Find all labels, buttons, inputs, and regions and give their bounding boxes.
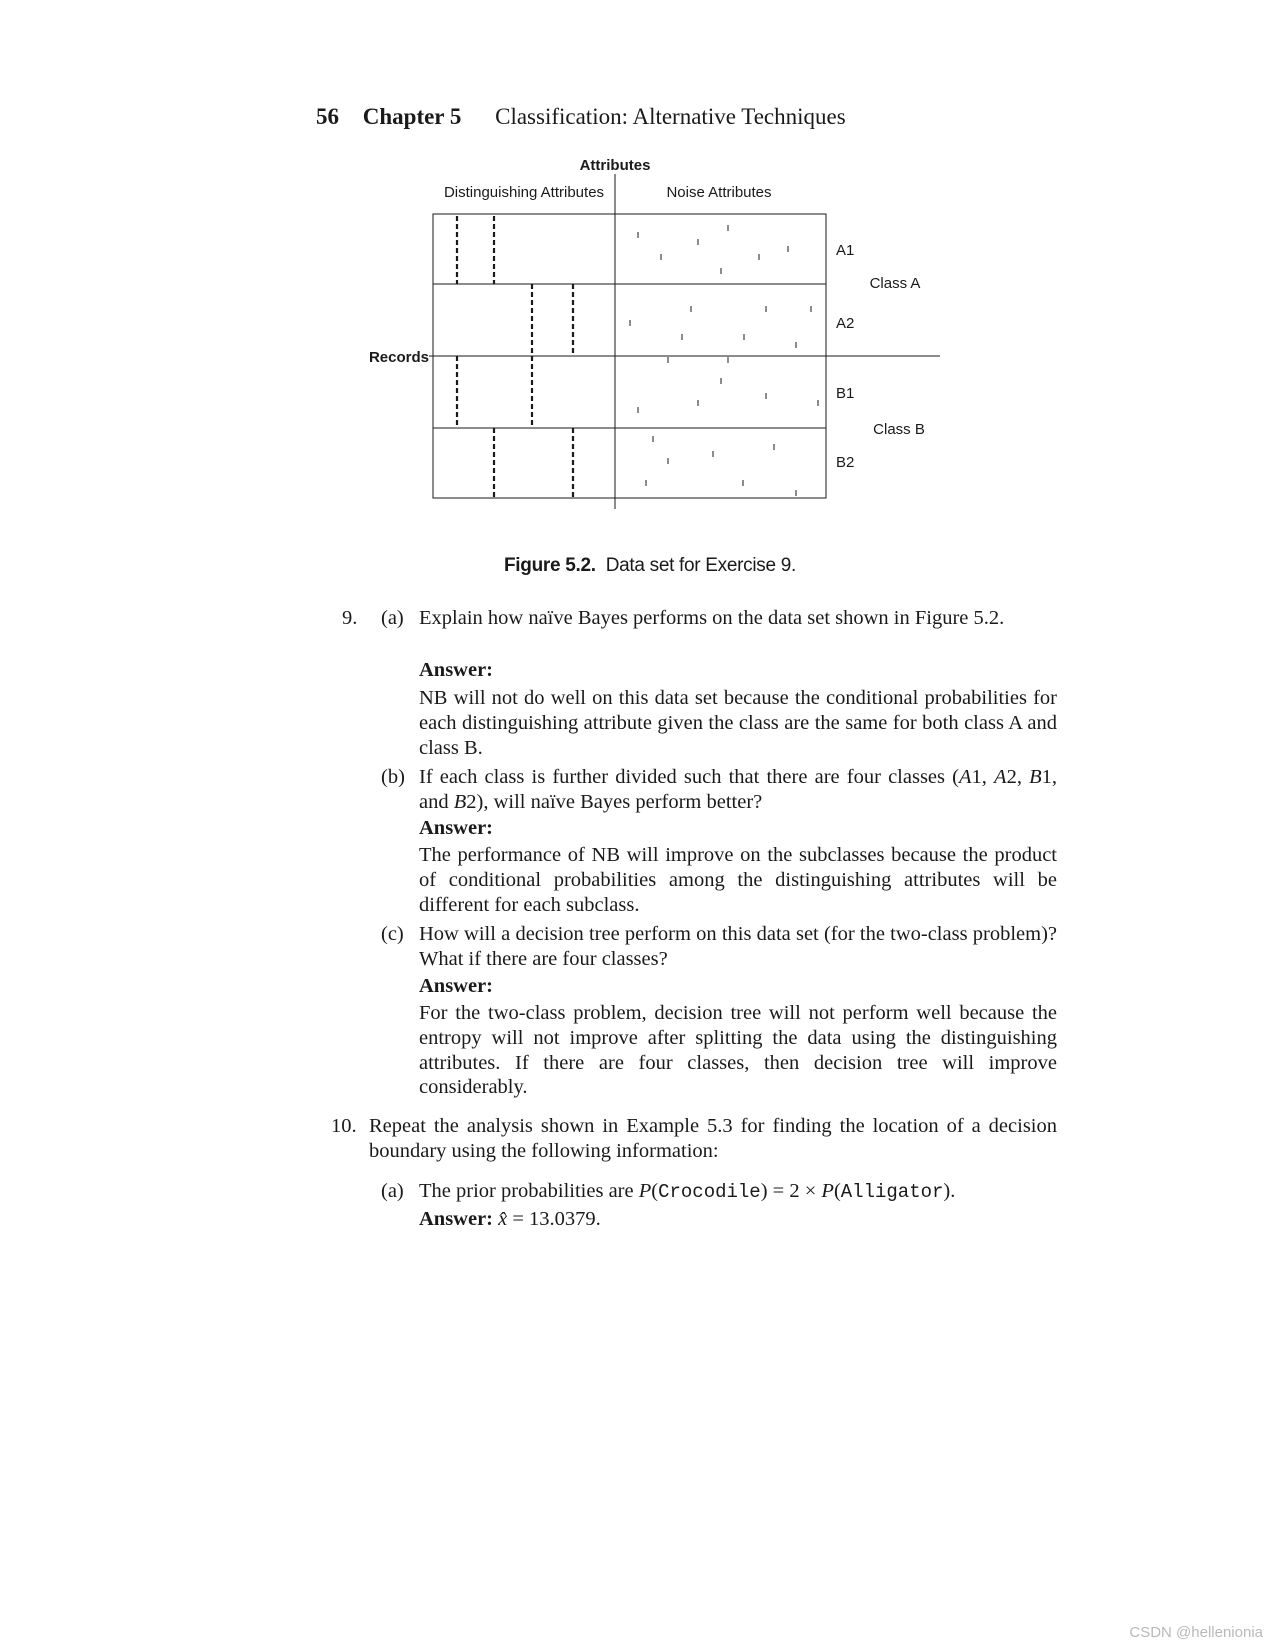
q-text: 2, [1006,766,1022,788]
watermark: CSDN @hellenionia [1129,1624,1263,1641]
figure-caption-label: Figure 5.2. [504,555,596,576]
exercise-10a-answer [419,1207,601,1232]
running-header [316,104,846,130]
chapter-label: Chapter 5 [362,104,462,129]
subclass-label-a2: A2 [836,315,855,332]
class-var: B [1029,766,1042,788]
exercise-10-intro: Repeat the analysis shown in Example 5.3 for finding the location of a decision boundary using the following information: [369,1115,1057,1162]
figure-caption [380,555,920,577]
answer-var: x̂ [498,1208,508,1230]
noise-attributes-label: Noise Attributes [666,184,772,201]
class-var: A [958,766,972,788]
exercise-9c-answer-label: Answer: [419,975,494,997]
exercise-10a-label: (a) [381,1180,404,1202]
q-text: ) = 2 × [760,1180,822,1202]
exercise-9a-answer-label: Answer: [419,659,494,681]
exercise-9b-label: (b) [381,766,405,788]
answer-label: Answer: [419,1208,494,1230]
exercise-9c-answer: For the two-class problem, decision tree will not perform well because the entropy will not improve after splitting the data using the distinguishing attributes. If there are four classes, then decision tree will improve considerably. [419,1002,1057,1099]
exercise-9b-answer-label: Answer: [419,817,494,839]
figure-5-2 [368,157,1000,540]
prob-var: P [821,1180,834,1202]
exercise-9c-label: (c) [381,923,404,945]
q-text: 1, and [419,766,1058,813]
exercise-10a-question: The prior probabilities are P(Crocodile) = 2 × P(Alligator). [419,1180,956,1203]
exercise-9b-question [419,765,1057,815]
class-crocodile: Crocodile [658,1181,761,1203]
q-text: 2), will naïve Bayes perform better? [466,790,763,813]
subclass-label-b1: B1 [836,385,855,402]
exercise-9-number: 9. [342,607,358,629]
q-text: 1, [971,766,995,788]
q-text: The prior probabilities are [419,1180,639,1202]
data-set-diagram [368,157,1000,540]
q-text: ). [943,1180,956,1202]
subclass-label-b2: B2 [836,454,855,471]
exercise-9a-question: Explain how naïve Bayes performs on the data set shown in Figure 5.2. [419,607,1005,629]
exercise-9c-question: How will a decision tree perform on this data set (for the two-class problem)? What if there are four classes? [419,923,1057,970]
figure-caption-text: Data set for Exercise 9. [605,555,796,576]
exercise-9a-label: (a) [381,607,404,629]
subclass-label-a1: A1 [836,242,855,259]
attributes-heading: Attributes [579,157,651,174]
chapter-title: Classification: Alternative Techniques [495,104,846,129]
exercise-9a-answer: NB will not do well on this data set because the conditional probabilities for each distinguishing attribute given the class are the same for both class A and class B. [419,687,1057,759]
class-label-a: Class A [869,275,921,292]
class-var: A [994,766,1007,788]
page-number: 56 [316,104,339,129]
class-var: B [453,790,467,813]
class-alligator: Alligator [840,1181,944,1203]
prob-var: P [638,1180,652,1202]
answer-value: = 13.0379. [507,1208,601,1230]
exercise-10-number: 10. [331,1115,357,1137]
records-label: Records [368,349,429,366]
q-text: If each class is further divided such that there are four classes ( [419,766,959,788]
distinguishing-attributes-label: Distinguishing Attributes [443,184,605,201]
exercise-9b-answer: The performance of NB will improve on the subclasses because the product of conditional probabilities among the distinguishing attributes will be different for each subclass. [419,844,1057,916]
class-label-b: Class B [873,421,925,438]
